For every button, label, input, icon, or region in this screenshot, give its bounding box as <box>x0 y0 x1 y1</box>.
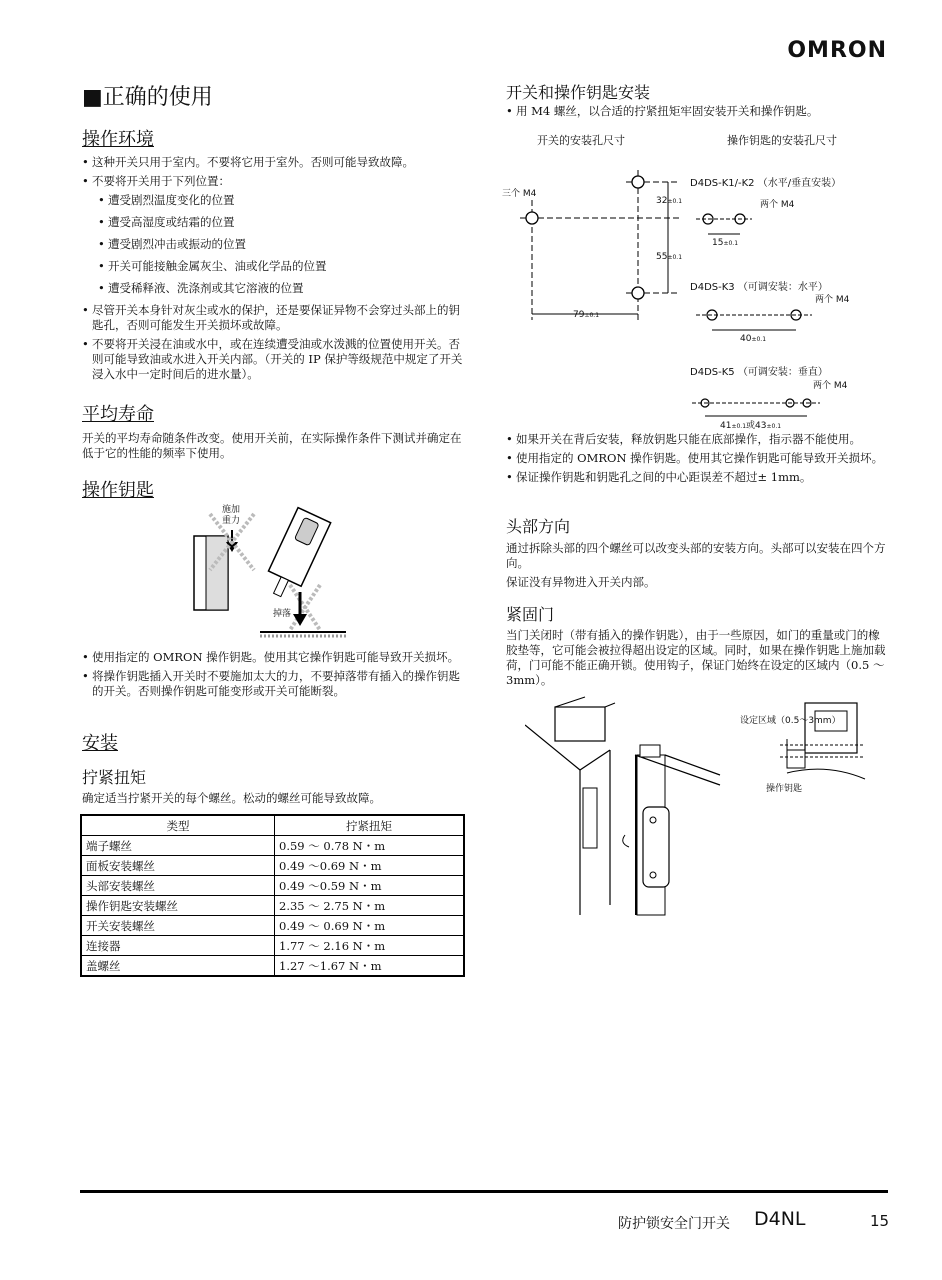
head-title: 头部方向 <box>506 517 571 536</box>
drop-label: 掉落 <box>273 609 292 619</box>
key-handling-figure <box>190 500 350 645</box>
dim-40: 40±0.1 <box>740 334 767 344</box>
env-subitem: • 遭受高湿度或结霜的位置 <box>82 215 466 230</box>
key-title: 操作钥匙 <box>82 480 154 501</box>
head-text-2: 保证没有异物进入开关内部。 <box>506 575 656 589</box>
env-subitem: • 遭受稀释液、洗涤剂或其它溶液的位置 <box>82 281 466 296</box>
dim-55: 55±0.1 <box>656 252 683 262</box>
table-cell: 连接器 <box>81 936 275 956</box>
table-cell: 2.35 ～ 2.75 N・m <box>275 896 465 916</box>
table-row <box>81 916 464 936</box>
door-text: 当门关闭时（带有插入的操作钥匙），由于一些原因，如门的重量或门的橡胶垫等，它可能会被拉得超出设定的区域。同时，如果在操作钥匙上施加载荷，门可能不能正确开锁。使用钩子，保证门始终在设定的区域内（0.5 ～ 3mm）。 <box>506 628 886 687</box>
k1-title: D4DS-K1/-K2 （水平/垂直安装） <box>690 178 842 189</box>
switch-hole-title: 开关的安装孔尺寸 <box>537 134 625 147</box>
table-cell: 开关安装螺丝 <box>81 916 275 936</box>
force-label: 施加重力 <box>222 505 241 526</box>
table-row <box>81 896 464 916</box>
env-subitem: • 遭受剧烈冲击或振动的位置 <box>82 237 466 252</box>
three-m4-label: 三个 M4 <box>502 189 537 199</box>
env-item: • 不要将开关用于下列位置： <box>82 174 466 189</box>
dim-32: 32±0.1 <box>656 196 683 206</box>
install-title: 安装 <box>82 733 118 754</box>
table-cell: 1.77 ～ 2.16 N・m <box>275 936 465 956</box>
mount-title: 开关和操作钥匙安装 <box>506 83 651 102</box>
page-title: ■正确的使用 <box>82 85 213 110</box>
table-cell: 1.27 ～1.67 N・m <box>275 956 465 977</box>
dim-41-43: 41±0.1或43±0.1 <box>720 421 782 431</box>
mount-item: • 如果开关在背后安装，释放钥匙只能在底部操作，指示器不能使用。 <box>506 432 890 447</box>
key-hole-title: 操作钥匙的安装孔尺寸 <box>727 134 837 147</box>
table-row <box>81 956 464 977</box>
torque-text: 确定适当拧紧开关的每个螺丝。松动的螺丝可能导致故障。 <box>82 791 381 805</box>
table-cell: 头部安装螺丝 <box>81 876 275 896</box>
k5-m4-label: 两个 M4 <box>813 381 848 391</box>
mount-intro-item: • 用 M4 螺丝，以合适的拧紧扭矩牢固安装开关和操作钥匙。 <box>506 104 890 119</box>
env-section <box>82 155 466 386</box>
table-row <box>81 936 464 956</box>
table-header: 拧紧扭矩 <box>275 815 465 836</box>
table-cell: 盖螺丝 <box>81 956 275 977</box>
life-text: 开关的平均寿命随条件改变。使用开关前，在实际操作条件下测试并确定在低于它的性能的频率下使用。 <box>82 431 462 460</box>
table-cell: 面板安装螺丝 <box>81 856 275 876</box>
table-cell: 0.49 ～ 0.69 N・m <box>275 916 465 936</box>
table-header-row <box>81 815 464 836</box>
door-figure <box>525 695 890 920</box>
k5-title: D4DS-K5 （可调安装：垂直） <box>690 367 828 378</box>
door-title: 紧固门 <box>506 605 555 624</box>
mount-item: • 使用指定的 OMRON 操作钥匙。使用其它操作钥匙可能导致开关损坏。 <box>506 451 890 466</box>
k3-m4-label: 两个 M4 <box>815 295 850 305</box>
table-row <box>81 836 464 856</box>
k1-m4-label: 两个 M4 <box>760 200 795 210</box>
env-title: 操作环境 <box>82 129 154 150</box>
life-title: 平均寿命 <box>82 404 154 425</box>
table-row <box>81 856 464 876</box>
key-item: • 使用指定的 OMRON 操作钥匙。使用其它操作钥匙可能导致开关损坏。 <box>82 650 466 665</box>
head-text: 通过拆除头部的四个螺丝可以改变头部的安装方向。头部可以安装在四个方向。 <box>506 541 886 570</box>
table-cell: 操作钥匙安装螺丝 <box>81 896 275 916</box>
mount-notes <box>506 432 890 489</box>
env-item: • 不要将开关浸在油或水中，或在连续遭受油或水泼溅的位置使用开关。否则可能导致油或水进入开关内部。（开关的 IP 保护等级规范中规定了开关浸入水中一定时间后的进水量）。 <box>82 337 466 382</box>
table-cell: 0.59 ～ 0.78 N・m <box>275 836 465 856</box>
dim-15: 15±0.1 <box>712 238 739 248</box>
dim-79: 79±0.1 <box>573 310 600 320</box>
env-item: • 尽管开关本身针对灰尘或水的保护，还是要保证异物不会穿过头部上的钥匙孔，否则可能发生开关损坏或故障。 <box>82 303 466 333</box>
table-cell: 端子螺丝 <box>81 836 275 856</box>
footer-rule <box>80 1190 888 1193</box>
page-number: 15 <box>870 1212 890 1230</box>
env-item: • 这种开关只用于室内。不要将它用于室外。否则可能导致故障。 <box>82 155 466 170</box>
operate-key-label: 操作钥匙 <box>766 784 803 794</box>
footer-product: 防护锁安全门开关 <box>618 1216 730 1232</box>
table-cell: 0.49 ～0.59 N・m <box>275 876 465 896</box>
table-header: 类型 <box>81 815 275 836</box>
env-subitem: • 遭受剧烈温度变化的位置 <box>82 193 466 208</box>
footer-model: D4NL <box>754 1208 806 1230</box>
k3-title: D4DS-K3 （可调安装：水平） <box>690 282 828 293</box>
zone-label: 设定区域（0.5～3mm） <box>740 716 841 726</box>
torque-table <box>80 814 465 977</box>
key-item: • 将操作钥匙插入开关时不要施加太大的力，不要掉落带有插入的操作钥匙的开关。否则操作钥匙可能变形或开关可能断裂。 <box>82 669 466 699</box>
omron-logo: OMRON <box>787 38 887 63</box>
table-row <box>81 876 464 896</box>
torque-title: 拧紧扭矩 <box>82 768 147 787</box>
key-notes <box>82 650 466 703</box>
mount-item: • 保证操作钥匙和钥匙孔之间的中心距误差不超过± 1mm。 <box>506 470 890 485</box>
table-cell: 0.49 ～0.69 N・m <box>275 856 465 876</box>
env-subitem: • 开关可能接触金属灰尘、油或化学品的位置 <box>82 259 466 274</box>
mount-intro <box>506 104 890 123</box>
